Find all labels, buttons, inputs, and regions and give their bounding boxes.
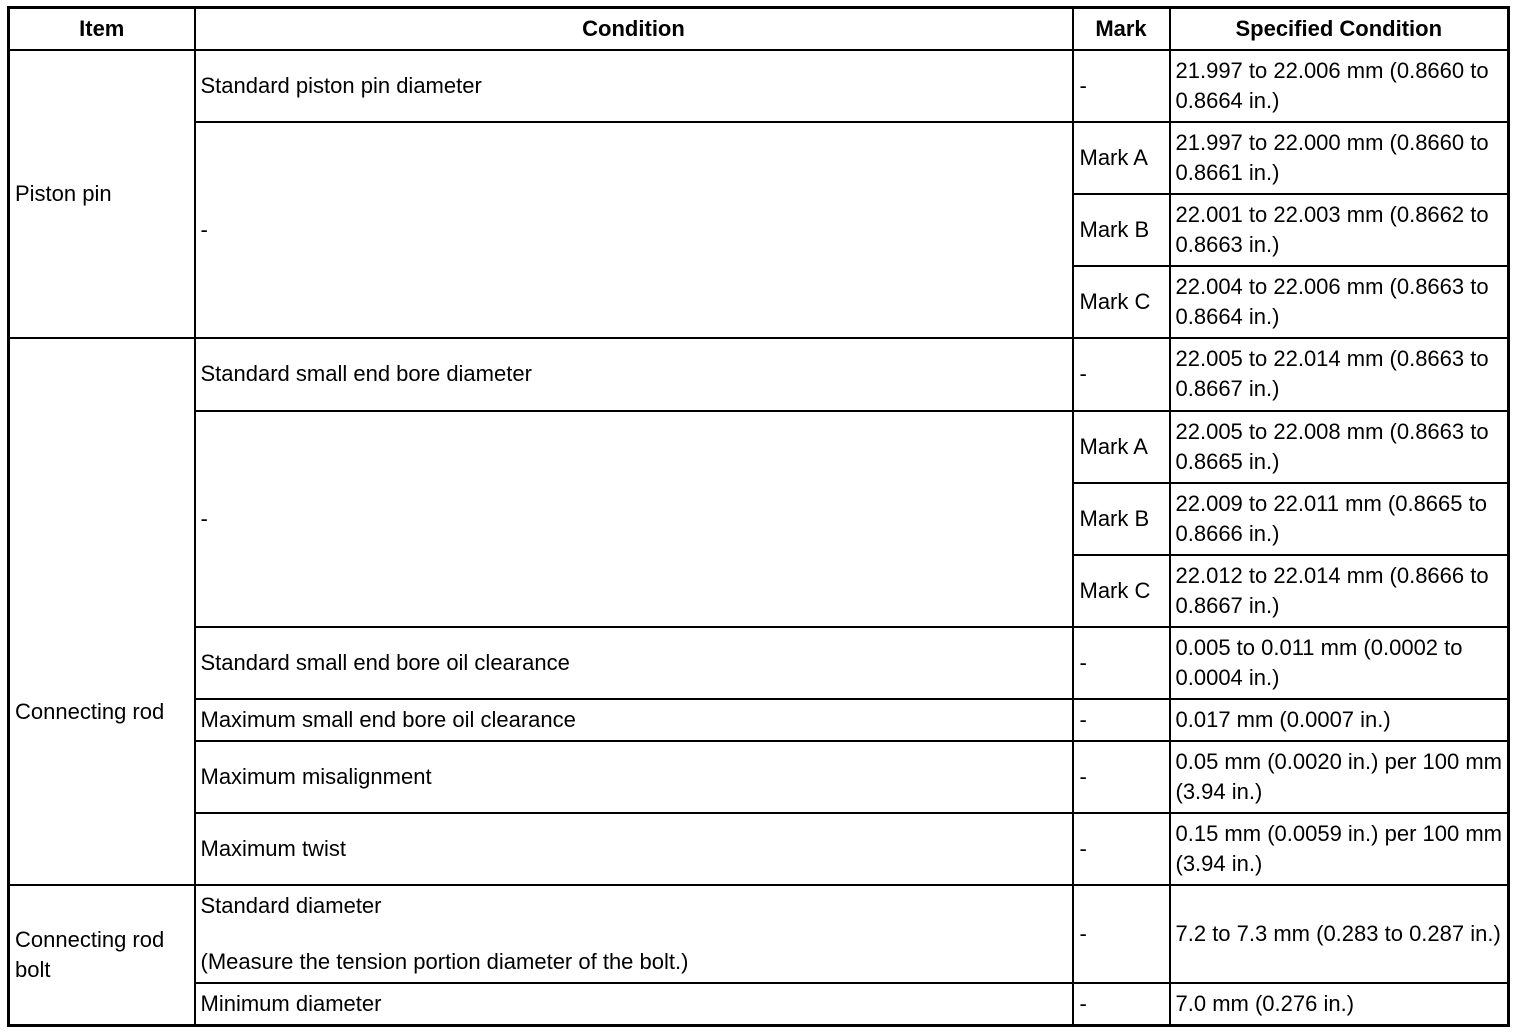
- table-row: [9, 699, 1509, 741]
- condition-cell: Minimum diameter: [195, 983, 1073, 1025]
- condition-cell: Standard small end bore oil clearance: [195, 627, 1073, 699]
- condition-cell: -: [195, 122, 1073, 338]
- condition-cell: Standard piston pin diameter: [195, 50, 1073, 122]
- spec-cell: 22.005 to 22.008 mm (0.8663 to 0.8665 in.): [1170, 411, 1509, 483]
- spec-cell: 22.009 to 22.011 mm (0.8665 to 0.8666 in.): [1170, 483, 1509, 555]
- mark-cell: -: [1073, 813, 1170, 885]
- mark-cell: -: [1073, 741, 1170, 813]
- mark-cell: -: [1073, 699, 1170, 741]
- condition-cell: Maximum twist: [195, 813, 1073, 885]
- mark-cell: Mark C: [1073, 266, 1170, 338]
- item-connecting-rod-bolt: Connecting rod bolt: [9, 885, 195, 1025]
- condition-note: (Measure the tension portion diameter of the bolt.): [200, 949, 689, 975]
- header-row: [9, 8, 1509, 51]
- condition-cell: Maximum small end bore oil clearance: [195, 699, 1073, 741]
- spec-cell: 0.005 to 0.011 mm (0.0002 to 0.0004 in.): [1170, 627, 1509, 699]
- mark-cell: Mark B: [1073, 483, 1170, 555]
- condition-cell: -: [195, 411, 1073, 627]
- header-item: Item: [9, 8, 195, 51]
- spec-cell: 22.012 to 22.014 mm (0.8666 to 0.8667 in.): [1170, 555, 1509, 627]
- mark-cell: -: [1073, 983, 1170, 1025]
- spec-cell: 22.001 to 22.003 mm (0.8662 to 0.8663 in.): [1170, 194, 1509, 266]
- table-row: [9, 627, 1509, 699]
- item-piston-pin: Piston pin: [9, 50, 195, 338]
- condition-text: Standard diameter: [200, 893, 382, 919]
- spec-table: [7, 6, 1510, 1027]
- spec-cell: 7.0 mm (0.276 in.): [1170, 983, 1509, 1025]
- item-connecting-rod: Connecting rod: [9, 338, 195, 885]
- spec-cell: 0.05 mm (0.0020 in.) per 100 mm (3.94 in.): [1170, 741, 1509, 813]
- table-row: [9, 885, 1509, 983]
- mark-cell: Mark A: [1073, 122, 1170, 194]
- table-row: [9, 813, 1509, 885]
- table-row: [9, 411, 1509, 483]
- spec-cell: 7.2 to 7.3 mm (0.283 to 0.287 in.): [1170, 885, 1509, 983]
- spec-cell: 22.004 to 22.006 mm (0.8663 to 0.8664 in.): [1170, 266, 1509, 338]
- spec-cell: 21.997 to 22.006 mm (0.8660 to 0.8664 in.): [1170, 50, 1509, 122]
- mark-cell: -: [1073, 50, 1170, 122]
- condition-cell: [195, 885, 1073, 983]
- table-row: [9, 741, 1509, 813]
- header-condition: Condition: [195, 8, 1073, 51]
- spec-cell: 0.017 mm (0.0007 in.): [1170, 699, 1509, 741]
- condition-cell: Standard small end bore diameter: [195, 338, 1073, 410]
- spec-cell: 21.997 to 22.000 mm (0.8660 to 0.8661 in.): [1170, 122, 1509, 194]
- spec-cell: 22.005 to 22.014 mm (0.8663 to 0.8667 in.): [1170, 338, 1509, 410]
- spec-cell: 0.15 mm (0.0059 in.) per 100 mm (3.94 in.): [1170, 813, 1509, 885]
- mark-cell: Mark A: [1073, 411, 1170, 483]
- header-mark: Mark: [1073, 8, 1170, 51]
- mark-cell: -: [1073, 885, 1170, 983]
- header-spec: Specified Condition: [1170, 8, 1509, 51]
- mark-cell: Mark C: [1073, 555, 1170, 627]
- mark-cell: -: [1073, 338, 1170, 410]
- table-row: [9, 50, 1509, 122]
- mark-cell: -: [1073, 627, 1170, 699]
- table-row: [9, 983, 1509, 1025]
- condition-cell: Maximum misalignment: [195, 741, 1073, 813]
- table-row: [9, 338, 1509, 410]
- mark-cell: Mark B: [1073, 194, 1170, 266]
- table-row: [9, 122, 1509, 194]
